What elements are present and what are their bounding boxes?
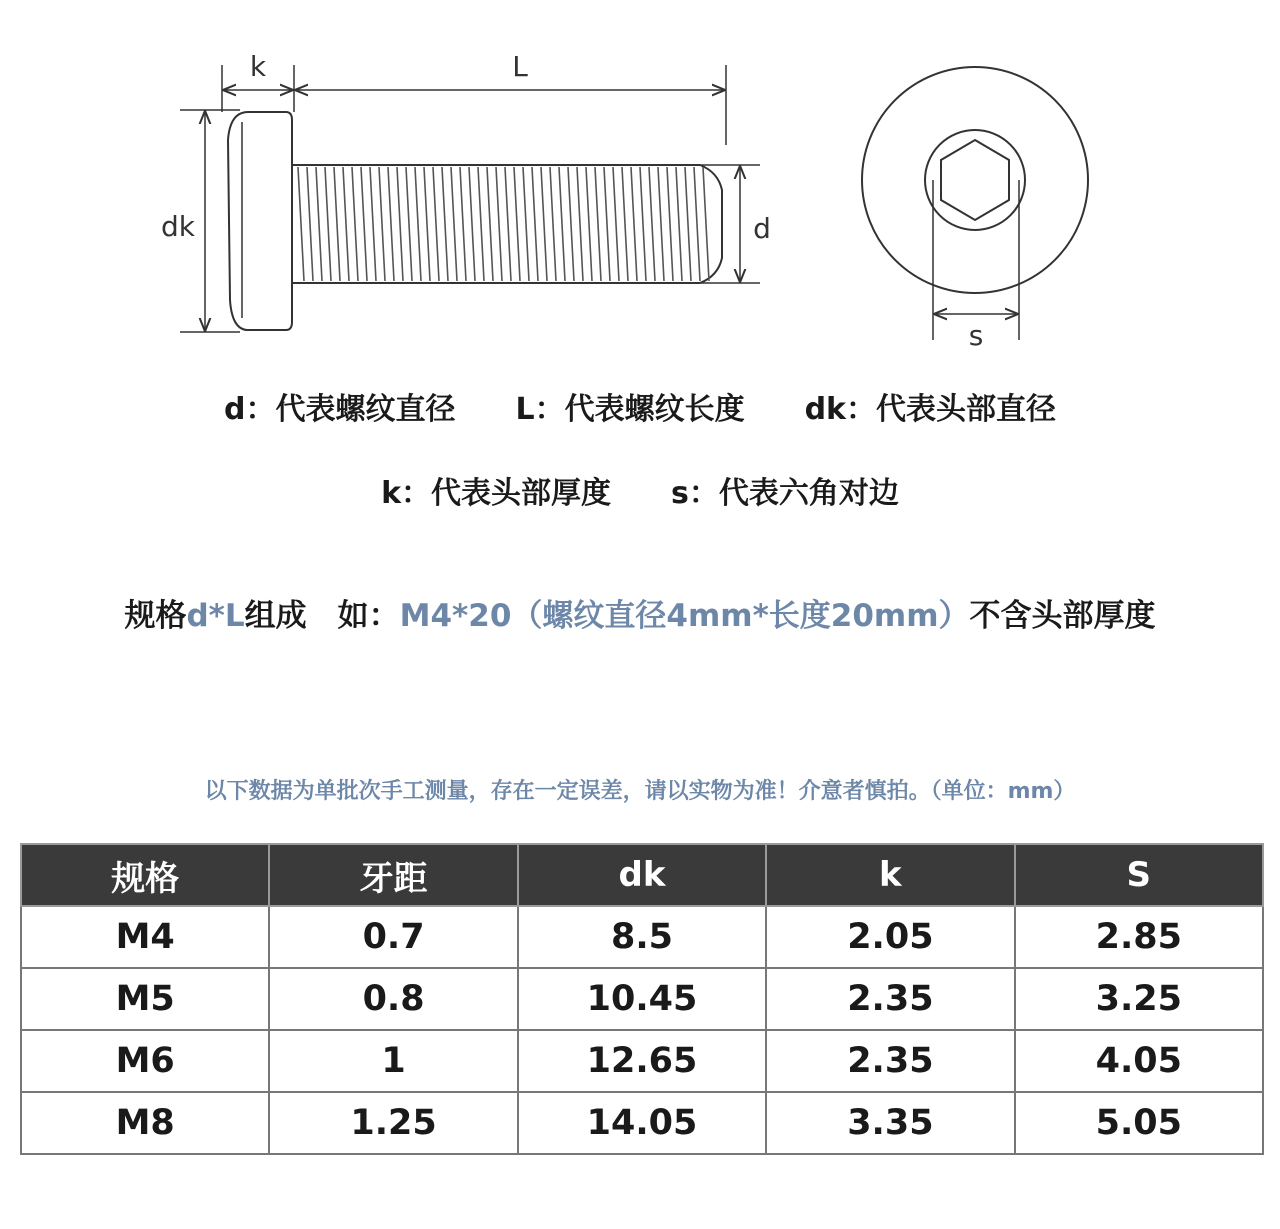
thread-line <box>379 167 385 281</box>
table-row <box>21 1030 1263 1092</box>
thread-line <box>640 167 646 281</box>
cell-dk: 8.5 <box>518 906 766 968</box>
thread-line <box>694 167 700 281</box>
thread-line <box>325 167 331 281</box>
header-spec: 规格 <box>21 844 269 906</box>
spec-format: d*L <box>186 598 245 634</box>
table-row <box>21 1092 1263 1154</box>
thread-line <box>361 167 367 281</box>
cell-k: 2.35 <box>766 968 1014 1030</box>
legend-L: L：代表螺纹长度 <box>515 392 745 427</box>
legend-d: d：代表螺纹直径 <box>223 392 456 427</box>
cell-s: 5.05 <box>1015 1092 1263 1154</box>
spec-example: M4*20（螺纹直径4mm*长度20mm） <box>399 598 970 634</box>
cell-pitch: 1 <box>269 1030 517 1092</box>
cell-s: 3.25 <box>1015 968 1263 1030</box>
table-header-row <box>21 844 1263 906</box>
thread-line <box>559 167 565 281</box>
label-s: s <box>968 319 984 352</box>
screw-diagram <box>0 0 1280 360</box>
thread-line <box>469 167 475 281</box>
thread-line <box>685 167 691 281</box>
thread-line <box>388 167 394 281</box>
thread-line <box>523 167 529 281</box>
thread-line <box>487 167 493 281</box>
legend-s: s：代表六角对边 <box>671 476 899 511</box>
thread-line <box>622 167 628 281</box>
cell-k: 2.05 <box>766 906 1014 968</box>
header-dk: dk <box>518 844 766 906</box>
cell-spec: M8 <box>21 1092 269 1154</box>
thread-line <box>307 167 313 281</box>
legend-row-1 <box>0 384 1280 428</box>
header-k: k <box>766 844 1014 906</box>
thread-line <box>595 167 601 281</box>
legend-row-2 <box>0 468 1280 512</box>
cell-s: 2.85 <box>1015 906 1263 968</box>
spec-mid: 组成 如： <box>244 598 400 634</box>
thread-line <box>631 167 637 281</box>
thread-line <box>613 167 619 281</box>
thread-line <box>424 167 430 281</box>
dimension-L <box>296 65 726 145</box>
thread-line <box>478 167 484 281</box>
thread-line <box>586 167 592 281</box>
screw-head <box>228 112 292 330</box>
thread-line <box>406 167 412 281</box>
cell-spec: M4 <box>21 906 269 968</box>
cell-dk: 12.65 <box>518 1030 766 1092</box>
table-row <box>21 968 1263 1030</box>
thread-line <box>460 167 466 281</box>
thread-line <box>667 167 673 281</box>
label-dk: dk <box>161 210 195 243</box>
thread-line <box>352 167 358 281</box>
header-s: S <box>1015 844 1263 906</box>
thread-line <box>316 167 322 281</box>
thread-line <box>496 167 502 281</box>
thread-line <box>451 167 457 281</box>
thread-line <box>442 167 448 281</box>
spec-prefix: 规格 <box>124 598 187 634</box>
screw-top-view <box>862 67 1088 293</box>
cell-s: 4.05 <box>1015 1030 1263 1092</box>
thread-line <box>658 167 664 281</box>
header-pitch: 牙距 <box>269 844 517 906</box>
thread-line <box>649 167 655 281</box>
thread-line <box>577 167 583 281</box>
cell-dk: 10.45 <box>518 968 766 1030</box>
cell-pitch: 0.8 <box>269 968 517 1030</box>
cell-k: 3.35 <box>766 1092 1014 1154</box>
label-L: L <box>512 50 528 83</box>
thread-line <box>541 167 547 281</box>
spec-table <box>20 843 1264 1155</box>
thread-line <box>298 167 304 281</box>
thread-line <box>514 167 520 281</box>
label-k: k <box>249 50 267 83</box>
label-d: d <box>753 212 771 245</box>
thread-line <box>370 167 376 281</box>
thread-line <box>505 167 511 281</box>
thread-line <box>604 167 610 281</box>
thread-lines <box>298 167 709 281</box>
thread-line <box>550 167 556 281</box>
thread-line <box>532 167 538 281</box>
table-row <box>21 906 1263 968</box>
cell-spec: M5 <box>21 968 269 1030</box>
thread-line <box>703 167 709 281</box>
thread-line <box>343 167 349 281</box>
cell-pitch: 1.25 <box>269 1092 517 1154</box>
measurement-note: 以下数据为单批次手工测量，存在一定误差，请以实物为准！介意者慎拍。（单位：mm） <box>204 779 1076 804</box>
spec-suffix: 不含头部厚度 <box>969 598 1156 634</box>
legend-dk: dk：代表头部直径 <box>804 392 1057 427</box>
thread-line <box>415 167 421 281</box>
thread-line <box>568 167 574 281</box>
cell-k: 2.35 <box>766 1030 1014 1092</box>
thread-line <box>676 167 682 281</box>
cell-pitch: 0.7 <box>269 906 517 968</box>
thread-line <box>334 167 340 281</box>
cell-dk: 14.05 <box>518 1092 766 1154</box>
thread-line <box>433 167 439 281</box>
thread-line <box>397 167 403 281</box>
legend-k: k：代表头部厚度 <box>381 476 612 511</box>
spec-description <box>0 590 1280 635</box>
cell-spec: M6 <box>21 1030 269 1092</box>
